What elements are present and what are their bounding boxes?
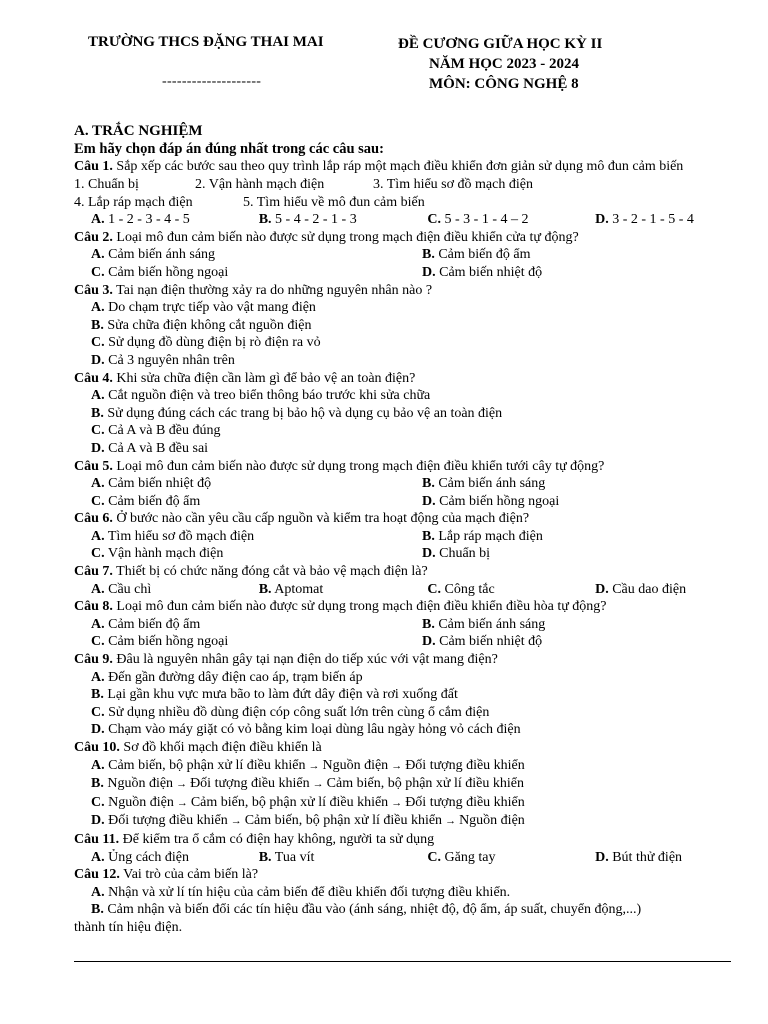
question-11 [74, 831, 734, 849]
diagram-block: Cảm biến, bộ phận xử lí điều khiển [108, 757, 306, 773]
question-10 [74, 739, 734, 757]
question-text: Ở bước nào cần yêu cầu cấp nguồn và kiểm tra hoạt động của mạch điện? [112, 511, 530, 527]
option-text: Tua vít [271, 849, 315, 865]
option-text: Cảm biến độ ẩm [434, 247, 531, 263]
school-name: TRƯỜNG THCS ĐẶNG THAI MAI [88, 34, 324, 50]
option-text: Bút thử điện [608, 849, 683, 865]
option-text: Cầu dao điện [608, 581, 687, 597]
option-text: Cảm biến hồng ngoại [104, 634, 229, 650]
option-text: Lại gần khu vực mưa bão to làm đứt dây điện và rơi xuống đất [103, 687, 458, 703]
option-letter: D. [421, 546, 436, 562]
option-letter: B. [258, 581, 272, 597]
option-b[interactable] [404, 616, 734, 634]
question-12 [74, 866, 734, 884]
option-d[interactable] [404, 493, 734, 511]
option-letter: C. [91, 794, 105, 810]
option-letter: D. [91, 352, 105, 368]
option-text: Nhận và xử lí tín hiệu của cảm biến để điều khiển đối tượng điều khiển. [104, 884, 511, 900]
option-d[interactable] [74, 352, 734, 370]
question-9 [74, 651, 734, 669]
option-text: Cầu chì [104, 581, 152, 597]
option-text: Cảm nhận và biến đổi các tín hiệu đầu vào (ánh sáng, nhiệt độ, độ ẩm, áp suất, chuyển động,...) [103, 902, 642, 918]
option-text: Cảm biến ánh sáng [104, 247, 216, 263]
option-text: Cảm biến nhiệt độ [104, 476, 212, 492]
question-text: Sơ đồ khối mạch điện điều khiển là [119, 740, 322, 755]
question-number: Câu 12. [74, 867, 120, 883]
option-b[interactable] [259, 849, 428, 867]
option-b[interactable] [74, 686, 734, 704]
option-text: 5 - 3 - 1 - 4 – 2 [441, 212, 529, 228]
option-letter: B. [258, 212, 272, 228]
option-text: Cả 3 nguyên nhân trên [104, 352, 235, 368]
option-text: Sử dụng đồ dùng điện bị rò điện ra vỏ [104, 335, 321, 351]
option-text: 3 - 2 - 1 - 5 - 4 [608, 212, 694, 228]
question-2 [74, 229, 734, 247]
option-c[interactable] [427, 581, 595, 599]
option-d[interactable] [404, 545, 734, 563]
question-text: Sắp xếp các bước sau theo quy trình lắp ráp một mạch điều khiển đơn giản sử dụng mô đun cảm biến [112, 159, 684, 174]
option-a[interactable] [74, 849, 259, 867]
option-letter: A. [91, 388, 105, 404]
option-letter: B. [91, 776, 104, 792]
option-a[interactable] [74, 669, 734, 687]
option-d[interactable] [74, 812, 734, 831]
option-text: Vận hành mạch điện [104, 546, 224, 562]
option-text: Công tắc [441, 581, 495, 597]
option-d[interactable] [595, 849, 734, 867]
option-text: Găng tay [441, 849, 496, 865]
option-a[interactable] [74, 884, 734, 902]
option-a[interactable] [74, 616, 404, 634]
diagram-block: Đối tượng điều khiển [405, 794, 525, 810]
option-letter: D. [421, 493, 436, 509]
option-letter: B. [421, 247, 435, 263]
question-number: Câu 11. [74, 831, 120, 847]
diagram-block: Đối tượng điều khiển [108, 813, 228, 829]
option-letter: A. [91, 247, 105, 263]
question-3 [74, 282, 734, 300]
option-b[interactable] [404, 246, 734, 264]
option-letter: B. [421, 616, 435, 632]
option-letter: A. [91, 476, 105, 492]
option-letter: C. [91, 704, 105, 720]
diagram-block: Nguồn điện [107, 776, 174, 792]
option-c[interactable] [74, 264, 404, 282]
diagram-block: Đối tượng điều khiển [405, 757, 525, 773]
option-letter: C. [91, 335, 105, 351]
option-letter: D. [421, 634, 436, 650]
option-text: Cảm biến ánh sáng [434, 476, 546, 492]
question-number: Câu 8. [74, 599, 113, 615]
question-text: Để kiểm tra ổ cắm có điện hay không, người ta sử dụng [119, 831, 435, 847]
q6-options-row-1 [74, 528, 734, 546]
option-c[interactable] [74, 493, 404, 511]
option-letter: A. [91, 849, 105, 865]
option-letter: A. [91, 669, 105, 685]
q5-options-row-1 [74, 475, 734, 493]
question-text: Đâu là nguyên nhân gây tại nạn điện do tiếp xúc với vật mang điện? [112, 652, 498, 668]
question-number: Câu 3. [74, 282, 113, 298]
option-b-continuation: thành tín hiệu điện. [74, 919, 183, 935]
option-a[interactable] [74, 475, 404, 493]
step-item: 1. Chuẩn bị [74, 177, 139, 192]
question-number: Câu 7. [74, 564, 113, 580]
diagram-block: Đối tượng điều khiển [190, 776, 310, 792]
option-d[interactable] [595, 581, 734, 599]
question-number: Câu 6. [74, 511, 113, 527]
arrow-icon: → [176, 796, 188, 809]
diagram-block: Nguồn điện [322, 757, 389, 773]
school-year: NĂM HỌC 2023 - 2024 [429, 56, 579, 72]
question-text: Loại mô đun cảm biến nào được sử dụng trong mạch điện điều khiển điều hòa tự động? [112, 599, 607, 615]
option-letter: D. [91, 440, 105, 456]
option-letter: D. [421, 264, 436, 280]
option-text: Cảm biến độ ẩm [104, 493, 201, 509]
option-letter: D. [91, 722, 105, 738]
step-item: 5. Tìm hiểu về mô đun cảm biến [243, 194, 425, 210]
option-letter: C. [91, 264, 105, 280]
question-1 [74, 159, 734, 175]
question-content [74, 122, 734, 937]
arrow-icon: → [230, 815, 242, 828]
option-c[interactable] [74, 704, 734, 722]
option-text: Sử dụng đúng cách các trang bị bảo hộ và dụng cụ bảo vệ an toàn điện [103, 405, 503, 421]
q6-options-row-2 [74, 545, 734, 563]
option-d[interactable] [74, 440, 734, 458]
option-text: Đến gần đường dây điện cao áp, trạm biến áp [104, 669, 363, 685]
question-5 [74, 458, 734, 476]
option-letter: C. [427, 212, 442, 228]
question-text: Khi sửa chữa điện cần làm gì để bảo vệ an toàn điện? [112, 370, 416, 386]
arrow-icon: → [391, 759, 403, 772]
option-c[interactable] [74, 794, 734, 813]
q7-options [74, 581, 734, 599]
option-letter: C. [91, 423, 105, 439]
option-letter: A. [91, 300, 105, 316]
option-letter: A. [91, 528, 105, 544]
question-number: Câu 4. [74, 370, 113, 386]
option-text: Cảm biến nhiệt độ [435, 634, 543, 650]
arrow-icon: → [176, 778, 188, 791]
question-4 [74, 370, 734, 388]
option-letter: C. [91, 493, 105, 509]
option-letter: D. [595, 849, 609, 865]
q1-options [74, 211, 734, 229]
question-number: Câu 10. [74, 740, 120, 755]
option-d[interactable] [404, 264, 734, 282]
q1-steps-row-2 [74, 194, 734, 212]
question-text: Loại mô đun cảm biến nào được sử dụng trong mạch điện điều khiển tưới cây tự động? [112, 458, 605, 474]
diagram-block: Nguồn điện [108, 794, 174, 810]
option-letter: C. [427, 581, 442, 597]
option-text: 1 - 2 - 3 - 4 - 5 [104, 212, 190, 228]
step-item: 3. Tìm hiểu sơ đồ mạch điện [373, 177, 533, 192]
option-text: Cắt nguồn điện và treo biển thông báo trước khi sửa chữa [104, 388, 431, 404]
option-a[interactable] [74, 299, 734, 317]
option-b[interactable] [74, 901, 734, 919]
option-c[interactable] [427, 211, 595, 229]
option-text: Cả A và B đều sai [104, 440, 209, 456]
arrow-icon: → [312, 778, 324, 791]
option-b[interactable] [259, 211, 428, 229]
option-b[interactable] [259, 581, 428, 599]
option-b[interactable] [74, 775, 734, 794]
exam-title: ĐỀ CƯƠNG GIỮA HỌC KỲ II [398, 36, 603, 52]
section-title: A. TRẮC NGHIỆM [74, 123, 203, 139]
q2-options-row-2 [74, 264, 734, 282]
step-item: 4. Lắp ráp mạch điện [74, 194, 193, 210]
step-item: 2. Vận hành mạch điện [195, 177, 325, 192]
option-d[interactable] [404, 633, 734, 651]
option-text: Do chạm trực tiếp vào vật mang điện [104, 300, 316, 316]
question-text: Loại mô đun cảm biến nào được sử dụng trong mạch điện điều khiển cửa tự động? [112, 229, 579, 245]
question-6 [74, 510, 734, 528]
diagram-block: Cảm biến, bộ phận xử lí điều khiển [190, 794, 389, 810]
option-letter: B. [91, 405, 104, 421]
question-text: Thiết bị có chức năng đóng cắt và bảo vệ mạch điện là? [112, 564, 428, 580]
diagram-block: Cảm biến, bộ phận xử lí điều khiển [326, 776, 524, 792]
option-text: Cảm biến hồng ngoại [435, 493, 560, 509]
option-b[interactable] [404, 475, 734, 493]
option-letter: D. [595, 581, 609, 597]
option-letter: B. [91, 902, 104, 918]
option-a[interactable] [74, 211, 259, 229]
option-letter: A. [91, 757, 105, 773]
q2-options-row-1 [74, 246, 734, 264]
option-text: Tìm hiểu sơ đồ mạch điện [104, 528, 255, 544]
q5-options-row-2 [74, 493, 734, 511]
option-letter: B. [91, 687, 104, 703]
option-d[interactable] [74, 721, 734, 739]
question-number: Câu 2. [74, 229, 113, 245]
option-letter: D. [91, 813, 105, 829]
option-text: Sửa chữa điện không cắt nguồn điện [103, 317, 312, 333]
option-letter: C. [91, 546, 105, 562]
option-text: Cảm biến ánh sáng [434, 616, 546, 632]
question-8 [74, 598, 734, 616]
option-text: Aptomat [271, 581, 324, 597]
option-d[interactable] [595, 211, 734, 229]
option-text: Cảm biến hồng ngoại [104, 264, 229, 280]
option-a[interactable] [74, 387, 734, 405]
q8-options-row-2 [74, 633, 734, 651]
option-letter: B. [258, 849, 272, 865]
option-c[interactable] [74, 334, 734, 352]
instruction: Em hãy chọn đáp án đúng nhất trong các câu sau: [74, 141, 384, 157]
question-number: Câu 5. [74, 458, 113, 474]
arrow-icon: → [445, 815, 457, 828]
option-text: Cả A và B đều đúng [104, 423, 221, 439]
option-letter: A. [91, 884, 105, 900]
option-a[interactable] [74, 528, 404, 546]
option-c[interactable] [74, 633, 404, 651]
option-letter: D. [595, 212, 609, 228]
question-number: Câu 9. [74, 652, 113, 668]
option-text: Cảm biến độ ẩm [104, 616, 201, 632]
option-text: Cảm biến nhiệt độ [435, 264, 543, 280]
option-a[interactable] [74, 246, 404, 264]
option-text: Ủng cách điện [104, 849, 189, 865]
exam-header [398, 34, 602, 94]
option-letter: A. [91, 581, 105, 597]
q8-options-row-1 [74, 616, 734, 634]
option-text: Chạm vào máy giặt có vỏ bằng kim loại dùng lâu ngày hỏng vỏ cách điện [104, 722, 521, 738]
diagram-block: Nguồn điện [459, 813, 525, 829]
q11-options [74, 849, 734, 867]
question-text: Tai nạn điện thường xảy ra do những nguyên nhân nào ? [112, 282, 433, 298]
option-b[interactable] [74, 405, 734, 423]
option-b[interactable] [74, 317, 734, 335]
question-7 [74, 563, 734, 581]
option-c[interactable] [74, 545, 404, 563]
arrow-icon: → [308, 759, 320, 772]
option-a[interactable] [74, 757, 734, 776]
option-letter: B. [421, 476, 435, 492]
option-letter: C. [427, 849, 442, 865]
question-text: Vai trò của cảm biến là? [119, 867, 259, 883]
option-b[interactable] [404, 528, 734, 546]
subject: MÔN: CÔNG NGHỆ 8 [429, 76, 579, 92]
option-letter: C. [91, 634, 105, 650]
option-a[interactable] [74, 581, 259, 599]
option-text: 5 - 4 - 2 - 1 - 3 [271, 212, 357, 228]
option-letter: A. [91, 212, 105, 228]
option-letter: A. [91, 616, 105, 632]
option-letter: B. [91, 317, 104, 333]
header-dash-line: -------------------- [162, 74, 262, 89]
option-text: Lắp ráp mạch điện [434, 528, 543, 544]
q1-steps-row-1 [74, 176, 734, 194]
option-letter: B. [421, 528, 435, 544]
option-c[interactable] [74, 422, 734, 440]
diagram-block: Cảm biến, bộ phận xử lí điều khiển [244, 813, 443, 829]
option-c[interactable] [427, 849, 595, 867]
arrow-icon: → [391, 796, 403, 809]
option-text: Sử dụng nhiều đồ dùng điện cóp công suất lớn trên cùng ổ cắm điện [104, 704, 490, 720]
option-text: Chuẩn bị [435, 546, 491, 562]
question-number: Câu 1. [74, 159, 113, 174]
bottom-divider [74, 961, 731, 962]
